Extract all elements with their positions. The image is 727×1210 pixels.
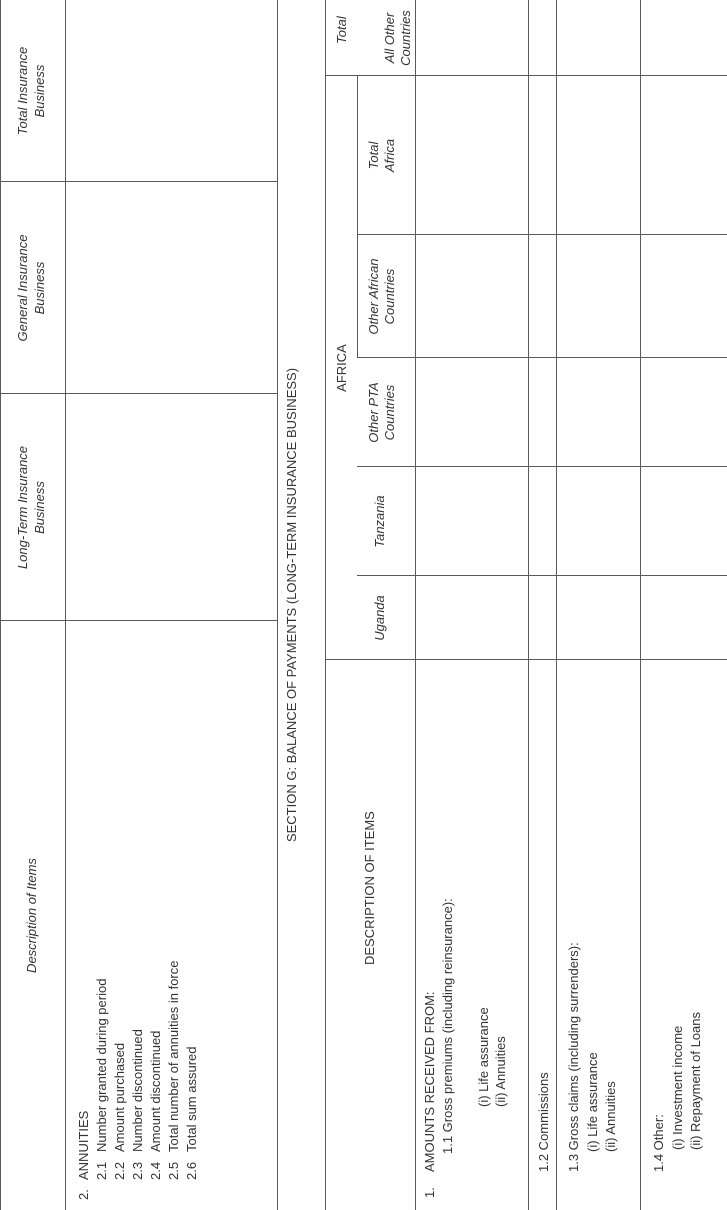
t2-row-divider-1 (528, 0, 529, 1210)
t2-header-total-africa-l1: Total (366, 141, 381, 170)
t1-row-num: 2.4 (148, 1161, 163, 1180)
t2-row-gross-premiums-life: (i) Life assurance (476, 1007, 491, 1107)
t2-header-africa: AFRICA (334, 344, 349, 392)
t2-header-tanzania: Tanzania (372, 495, 387, 548)
t2-row-divider-3 (640, 0, 641, 1210)
t1-row-label: ANNUITIES (76, 1110, 91, 1180)
t1-row-label: Total number of annuities in force (166, 960, 181, 1152)
t1-row-label: Total sum assured (184, 1046, 199, 1152)
t1-row-num: 2.6 (184, 1161, 199, 1180)
t2-row-investment-income: (i) Investment income (670, 1025, 685, 1150)
t1-row-num: 2.3 (130, 1161, 145, 1180)
t1-header-description: Description of Items (24, 858, 39, 973)
t2-top-border (325, 0, 326, 1210)
t2-africa-divider (357, 76, 358, 358)
t2-row-gross-premiums: 1.1 Gross premiums (including reinsurance): (440, 898, 455, 1154)
t2-col-divider-other-pta (357, 357, 727, 358)
t2-row-repayment-loans: (ii) Repayment of Loans (688, 1011, 703, 1150)
t1-row-label: Amount discontinued (148, 1030, 163, 1152)
t2-row-divider-2 (556, 0, 557, 1210)
t2-row-other: 1.4 Other: (651, 1114, 666, 1172)
t2-header-other-pta-l2: Countries (382, 384, 397, 441)
t1-row-label: Amount purchased (112, 1042, 127, 1152)
t2-header-description: DESCRIPTION OF ITEMS (362, 811, 377, 965)
t2-row-gross-claims: 1.3 Gross claims (including surrenders): (566, 942, 581, 1172)
t1-header-long-term-l1: Long-Term Insurance (15, 445, 30, 570)
t2-row-num: 1. (422, 1187, 437, 1198)
t1-header-total-l2: Business (32, 64, 47, 118)
t2-row-gross-claims-annuities: (ii) Annuities (603, 1081, 618, 1152)
t2-header-divider (415, 0, 416, 1210)
t2-row-gross-claims-life: (i) Life assurance (585, 1052, 600, 1152)
t1-row-num: 2.1 (94, 1161, 109, 1180)
t2-row-amounts-received: AMOUNTS RECEIVED FROM: (422, 991, 437, 1172)
t1-header-long-term-l2: Business (32, 481, 47, 534)
t2-header-all-other-l2: Countries (398, 10, 413, 66)
t1-row-label: Number granted during period (94, 978, 109, 1152)
t1-row-num: 2.2 (112, 1161, 127, 1180)
t2-row-commissions: 1.2 Commissions (536, 1072, 551, 1172)
t2-col-divider-tanzania (357, 466, 727, 467)
t2-header-total-africa-l2: Africa (382, 138, 397, 173)
t2-header-all-other-l1: All Other (382, 12, 397, 64)
t1-header-total-l1: Total Insurance (15, 46, 30, 136)
t2-header-uganda: Uganda (372, 595, 387, 641)
t2-col-divider-uganda (357, 575, 727, 576)
t2-col-divider-other-african (357, 234, 727, 235)
t1-bottom-border (277, 0, 278, 1210)
t2-header-other-african-l1: Other African (366, 258, 381, 335)
t1-row-num: 2. (76, 1189, 91, 1200)
section-title: SECTION G: BALANCE OF PAYMENTS (LONG-TERM INSURANCE BUSINESS) (284, 367, 299, 843)
t2-header-total: Total (334, 16, 349, 44)
t1-header-general-l2: Business (32, 261, 47, 315)
t2-row-gross-premiums-annuities: (ii) Annuities (493, 1036, 508, 1107)
t1-row-num: 2.5 (166, 1161, 181, 1180)
t2-header-other-african-l2: Countries (382, 268, 397, 325)
t1-header-general-l1: General Insurance (15, 234, 30, 342)
t1-row-label: Number discontinued (130, 1029, 145, 1152)
t2-header-other-pta-l1: Other PTA (366, 382, 381, 443)
